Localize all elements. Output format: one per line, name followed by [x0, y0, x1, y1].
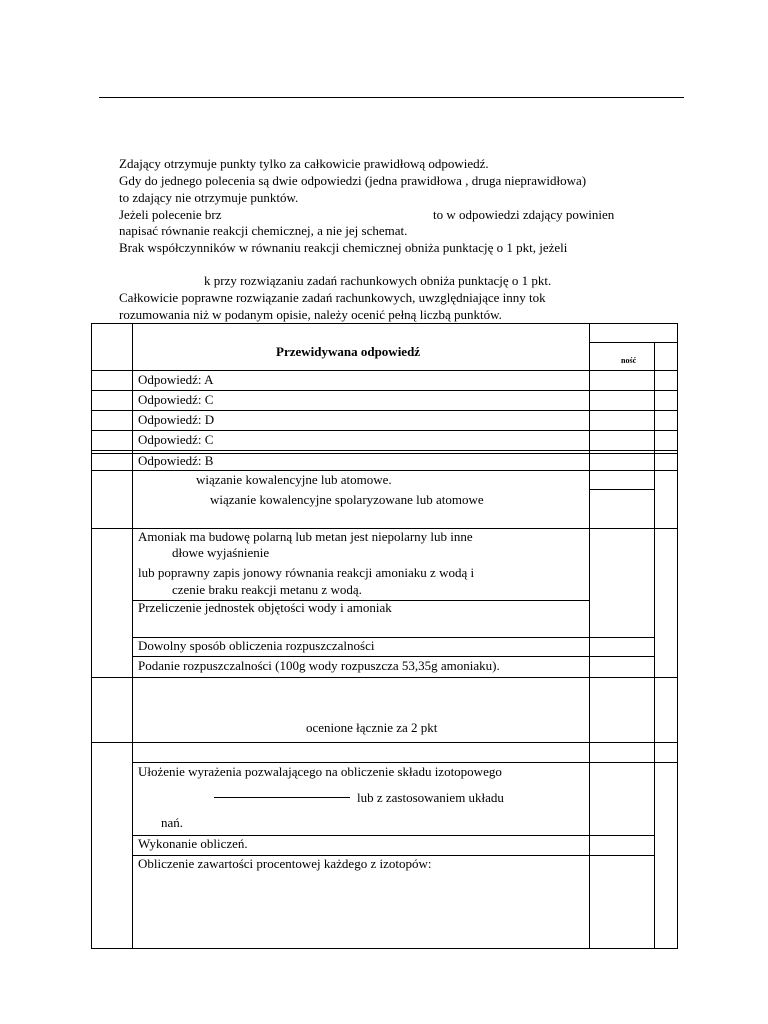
table-line	[589, 342, 678, 343]
intro-line-4a: Jeżeli polecenie brz	[119, 207, 222, 222]
answer-row: Amoniak ma budowę polarną lub metan jest niepolarny lub inne	[138, 529, 473, 544]
intro-line-1: Zdający otrzymuje punkty tylko za całkowicie prawidłową odpowiedź.	[119, 156, 489, 171]
answer-row: Odpowiedź: A	[138, 372, 214, 387]
answer-row: czenie braku reakcji metanu z wodą.	[172, 582, 362, 597]
answer-row: Odpowiedź: C	[138, 392, 214, 407]
table-border-bottom	[91, 948, 678, 949]
table-border-top	[91, 323, 678, 324]
answer-row: Dowolny sposób obliczenia rozpuszczalności	[138, 638, 375, 653]
table-border-right	[677, 323, 678, 949]
table-header-answer: Przewidywana odpowiedź	[276, 344, 421, 359]
table-border-left	[91, 323, 92, 949]
answer-row: Odpowiedź: C	[138, 432, 214, 447]
intro-line-2: Gdy do jednego polecenia są dwie odpowiedzi (jedna prawidłowa , druga nieprawidłowa)	[119, 173, 587, 188]
answer-row: dłowe wyjaśnienie	[172, 545, 270, 560]
answer-row: Odpowiedź: B	[138, 453, 214, 468]
answer-row: wiązanie kowalencyjne spolaryzowane lub atomowe	[210, 492, 484, 507]
answer-row: Obliczenie zawartości procentowej każdego z izotopów:	[138, 856, 432, 871]
table-line	[589, 489, 655, 490]
intro-line-9: rozumowania niż w podanym opisie, należy ocenić pełną liczbą punktów.	[119, 307, 502, 322]
answer-row: lub z zastosowaniem układu	[357, 790, 504, 805]
answer-row: Ułożenie wyrażenia pozwalającego na obliczenie składu izotopowego	[138, 764, 502, 779]
answer-row: lub poprawny zapis jonowy równania reakcji amoniaku z wodą i	[138, 565, 475, 580]
intro-line-7: k przy rozwiązaniu zadań rachunkowych obniża punktację o 1 pkt.	[204, 273, 552, 288]
answer-row: nań.	[161, 815, 184, 830]
intro-line-6: Brak współczynników w równaniu reakcji chemicznej obniża punktację o 1 pkt, jeżeli	[119, 240, 568, 255]
intro-line-8: Całkowicie poprawne rozwiązanie zadań rachunkowych, uwzględniające inny tok	[119, 290, 546, 305]
answer-row: ocenione łącznie za 2 pkt	[306, 720, 438, 735]
answer-row: Przeliczenie jednostek objętości wody i amoniak	[138, 600, 392, 615]
table-line	[91, 742, 678, 743]
intro-line-5: napisać równanie reakcji chemicznej, a nie jej schemat.	[119, 223, 408, 238]
table-header-points: ność	[621, 356, 637, 365]
intro-line-4b: to w odpowiedzi zdający powinien	[433, 207, 615, 222]
answer-row: Odpowiedź: D	[138, 412, 215, 427]
answer-row: Wykonanie obliczeń.	[138, 836, 248, 851]
table-col-divider-3	[654, 342, 655, 949]
top-rule	[99, 97, 684, 98]
answer-row: wiązanie kowalencyjne lub atomowe.	[196, 472, 392, 487]
answer-row: Podanie rozpuszczalności (100g wody rozpuszcza 53,35g amoniaku).	[138, 658, 500, 673]
intro-line-3: to zdający nie otrzymuje punktów.	[119, 190, 299, 205]
table-line	[91, 677, 678, 678]
fraction-line	[214, 797, 350, 798]
table-line	[91, 450, 678, 451]
